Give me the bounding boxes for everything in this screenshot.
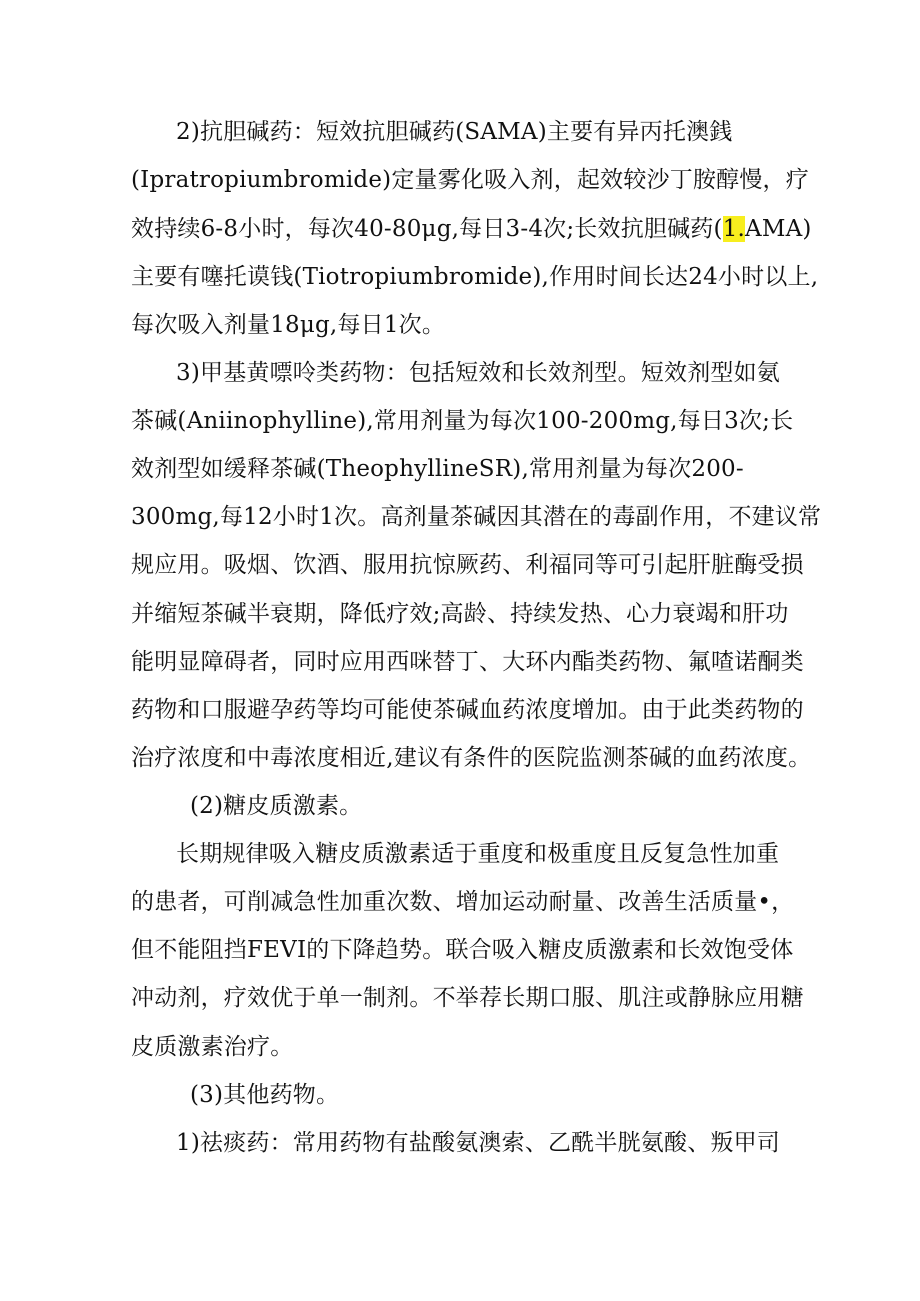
line-text: 效持续6-8小时，每次40-80μg,每日3-4次;长效抗胆碱药( (131, 216, 723, 242)
paragraph-line: 每次吸入剂量18μg,每日1次。 (131, 312, 446, 338)
paragraph-line: 冲动剂，疗效优于单一制剂。不举荐长期口服、肌注或静脉应用糖 (131, 985, 804, 1011)
paragraph-line: 能明显障碍者，同时应用西咪替丁、大环内酯类药物、氟喳诺酮类 (131, 649, 804, 675)
paragraph-line: 规应用。吸烟、饮酒、服用抗惊厥药、利福同等可引起肝脏酶受损 (131, 552, 804, 578)
paragraph-line: 茶碱(Aniinophylline),常用剂量为每次100-200mg,每日3次;长 (131, 408, 794, 434)
paragraph-line (131, 214, 812, 244)
paragraph-line: 效剂型如缓释茶碱(TheophyllineSR),常用剂量为每次200- (131, 456, 744, 482)
paragraph-line: 治疗浓度和中毒浓度相近,建议有条件的医院监测茶碱的血药浓度。 (131, 745, 812, 771)
line-text-tail: AMA) (745, 216, 812, 242)
paragraph-line: 药物和口服避孕药等均可能使茶碱血药浓度增加。由于此类药物的 (131, 697, 804, 723)
paragraph-line: 3)甲基黄嘌呤类药物：包括短效和长效剂型。短效剂型如氨 (176, 360, 781, 386)
paragraph-line: 并缩短茶碱半衰期，降低疗效;高龄、持续发热、心力衰竭和肝功 (131, 601, 789, 627)
section-heading: (2)糖皮质激素。 (190, 793, 363, 819)
paragraph-line: 皮质激素治疗。 (131, 1034, 294, 1060)
highlighted-text: 1. (722, 216, 746, 242)
paragraph-line: 300mg,每12小时1次。高剂量茶碱因其潜在的毒副作用，不建议常 (131, 504, 822, 530)
paragraph-line: 主要有噻托谟钱(Tiotropiumbromide),作用时间长达24小时以上, (131, 264, 819, 290)
section-heading: (3)其他药物。 (190, 1082, 340, 1108)
paragraph-line: 的患者，可削减急性加重次数、增加运动耐量、改善生活质量•， (131, 889, 795, 915)
paragraph-line: (Ipratropiumbromide)定量雾化吸入剂，起效较沙丁胺醇慢，疗 (131, 167, 809, 193)
paragraph-line: 长期规律吸入糖皮质激素适于重度和极重度且反复急性加重 (176, 841, 780, 867)
paragraph-line: 但不能阻挡FEVI的下降趋势。联合吸入糖皮质激素和长效饱受体 (131, 937, 794, 963)
paragraph-line: 2)抗胆碱药：短效抗胆碱药(SAMA)主要有异丙托澳銭 (176, 119, 733, 145)
paragraph-line: 1)祛痰药：常用药物有盐酸氨澳索、乙酰半胱氨酸、叛甲司 (176, 1130, 781, 1156)
